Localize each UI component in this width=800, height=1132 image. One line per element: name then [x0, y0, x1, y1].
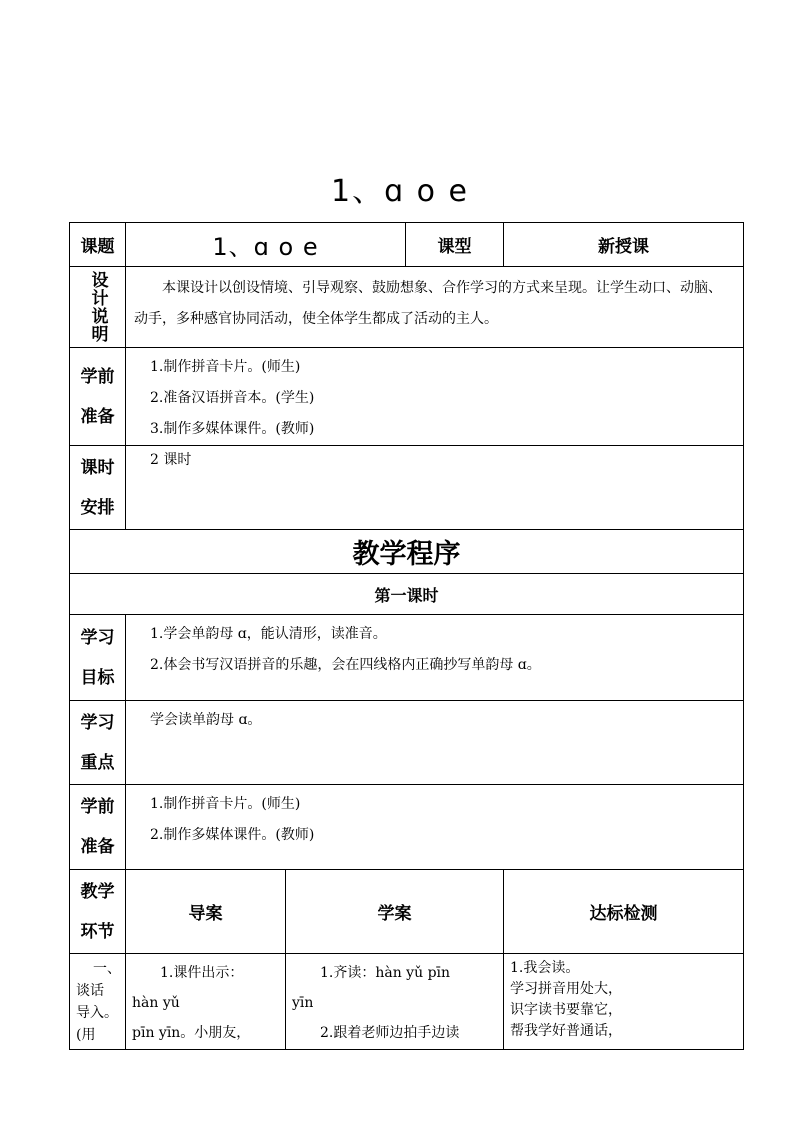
prep-items	[126, 348, 744, 446]
stage-cell: 一、 谈话 导入。 (用	[70, 954, 126, 1050]
list-item: 1.学会单韵母 ɑ，能认清形，读准音。	[150, 626, 387, 642]
table-row	[70, 954, 744, 1050]
guide-cell: 1.课件出示： hàn yǔ pīn yīn。小朋友，	[126, 954, 286, 1050]
check-cell: 1.我会读。 学习拼音用处大， 识字读书要靠它， 帮我学好普通话，	[504, 954, 744, 1050]
prep-row	[70, 348, 744, 446]
list-item: 2.准备汉语拼音本。(学生)	[150, 390, 315, 406]
list-item: 3.制作多媒体课件。(教师)	[150, 421, 315, 437]
lesson-prep-row	[70, 785, 744, 870]
lesson1-title: 第一课时	[70, 574, 744, 615]
list-item: 1.制作拼音卡片。(师生)	[150, 359, 301, 375]
document-title: 1、ɑ o e	[330, 174, 469, 209]
type-label: 课型	[406, 223, 504, 267]
procedure-row	[70, 530, 744, 574]
design-text: 本课设计以创设情境、引导观察、鼓励想象、合作学习的方式来呈现。让学生动口、动脑、动手，多种感官协同活动，使全体学生都成了活动的主人。	[134, 280, 722, 327]
goals-label: 学习 目标	[70, 615, 126, 701]
design-label: 设计说明	[87, 271, 108, 343]
schedule-row	[70, 446, 744, 530]
goals-row	[70, 615, 744, 701]
col-check: 达标检测	[504, 870, 744, 954]
lesson1-row	[70, 574, 744, 615]
col-guide: 导案	[126, 870, 286, 954]
design-row	[70, 267, 744, 348]
list-item: 1.制作拼音卡片。(师生)	[150, 796, 301, 812]
topic-row	[70, 223, 744, 267]
prep-label: 学前 准备	[70, 348, 126, 446]
focus-text: 学会读单韵母 ɑ。	[150, 712, 262, 728]
schedule-text: 2 课时	[150, 452, 192, 468]
stage-header-row	[70, 870, 744, 954]
type-value: 新授课	[504, 223, 744, 267]
focus-row	[70, 701, 744, 785]
col-study: 学案	[286, 870, 504, 954]
lesson-prep-label: 学前 准备	[70, 785, 126, 870]
stage-label: 教学 环节	[70, 870, 126, 954]
procedure-title: 教学程序	[70, 530, 744, 574]
list-item: 2.体会书写汉语拼音的乐趣，会在四线格内正确抄写单韵母 ɑ。	[150, 657, 541, 673]
focus-label: 学习 重点	[70, 701, 126, 785]
list-item: 2.制作多媒体课件。(教师)	[150, 827, 315, 843]
topic-label: 课题	[70, 223, 126, 267]
schedule-label: 课时 安排	[70, 446, 126, 530]
topic-value: 1、ɑ o e	[126, 223, 406, 267]
study-cell: 1.齐读：hàn yǔ pīn yīn 2.跟着老师边拍手边读	[286, 954, 504, 1050]
lesson-plan-table	[69, 222, 744, 1050]
